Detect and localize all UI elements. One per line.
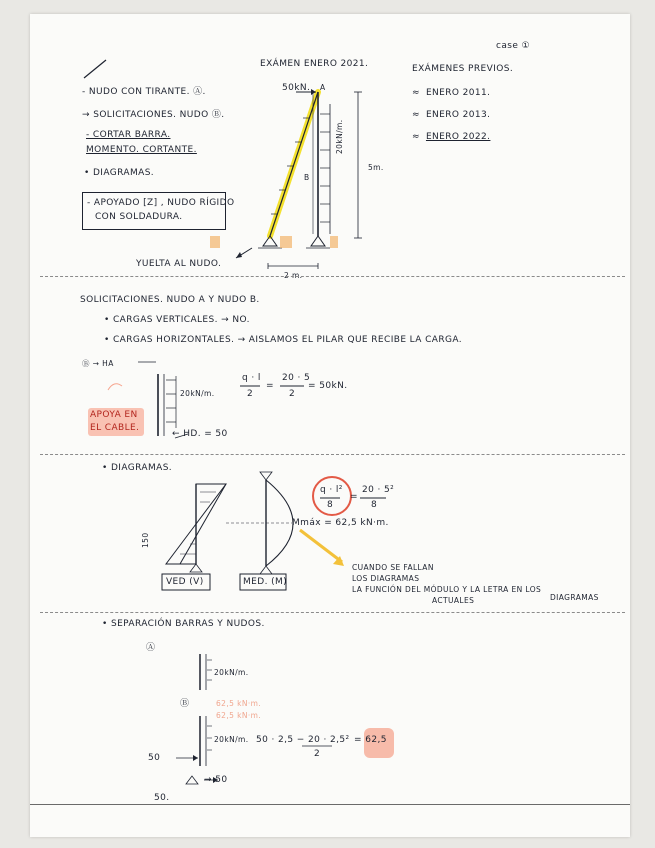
diagram-note-line1: CUANDO SE FALLAN — [352, 563, 434, 572]
node-b-label: B — [304, 173, 310, 182]
section4-formula: 50 · 2,5 − 20 · 2,5² — [256, 735, 350, 745]
diagram-note-line4: ACTUALES — [432, 596, 475, 605]
moment-formula-denominator: 8 — [327, 500, 334, 510]
exam-2011-item: ≈ ENERO 2011. — [412, 88, 491, 98]
section3-title: • DIAGRAMAS. — [102, 463, 173, 473]
bottom-left-value: 50. — [154, 793, 170, 803]
note-item-diagramas: • DIAGRAMAS. — [84, 168, 155, 178]
faint-note-1: 62,5 kN·m. — [216, 699, 262, 708]
formula-result: = 50kN. — [308, 381, 348, 391]
node-a-label: A — [320, 83, 326, 92]
dimension-bottom-label: 2 m. — [284, 271, 303, 280]
section4-result: = 62,5 — [354, 735, 387, 745]
note-item-momento-cortante: MOMENTO. CORTANTE. — [86, 145, 197, 155]
exam-2013-item: ≈ ENERO 2013. — [412, 110, 491, 120]
formula-mid-numerator: 20 · 5 — [282, 373, 311, 383]
apoya-line2: EL CABLE. — [90, 423, 140, 433]
formula-lhs-numerator: q · l — [242, 373, 261, 383]
faint-note-2: 62,5 kN·m. — [216, 711, 262, 720]
note-item-cortar-barra: - CORTAR BARRA. — [86, 130, 171, 140]
turn-note: YUELTA AL NUDO. — [136, 259, 222, 269]
vertical-load-label: 20kN/m. — [335, 119, 344, 154]
exam-2022-item: ≈ ENERO 2022. — [412, 132, 491, 142]
section2-horizontal-loads: • CARGAS HORIZONTALES. → AISLAMOS EL PILAR QUE RECIBE LA CARGA. — [104, 335, 463, 345]
bottom-arrow-label: → 50 — [204, 775, 228, 785]
note-box-line2: CON SOLDADURA. — [95, 212, 183, 222]
bar-b-load-label: 20kN/m. — [214, 735, 249, 744]
mmax-value: Mmáx = 62,5 kN·m. — [292, 518, 389, 528]
formula-equals: = — [266, 381, 274, 391]
bar-b-left-value: 50 — [148, 753, 161, 763]
note-item-tirante: - NUDO CON TIRANTE. Ⓐ. — [82, 87, 206, 97]
shear-diagram-label: VED (V) — [166, 577, 204, 587]
diagram-note-line2: LOS DIAGRAMAS — [352, 574, 420, 583]
hd-value: ← HD. = 50 — [172, 429, 228, 439]
section4-formula-denominator: 2 — [314, 749, 321, 759]
diagram-note-line5: DIAGRAMAS — [550, 593, 599, 602]
section2-node-b-label: Ⓑ → HA — [82, 359, 114, 368]
note-item-solicitaciones: → SOLICITACIONES. NUDO Ⓑ. — [82, 110, 225, 120]
previous-exams-heading: EXÁMENES PREVIOS. — [412, 64, 514, 74]
formula-lhs-denominator: 2 — [247, 389, 254, 399]
separation-figure — [30, 14, 630, 837]
formula-mid-denominator: 2 — [289, 389, 296, 399]
apoya-line1: APOYA EN — [90, 410, 138, 420]
section4-label-b: Ⓑ — [180, 699, 190, 709]
moment-formula-equals: = — [350, 492, 358, 502]
dimension-right-label: 5m. — [368, 163, 384, 172]
shear-bottom-value: 150 — [141, 532, 150, 548]
moment-formula-numerator: q · l² — [320, 485, 343, 495]
moment-rhs-numerator: 20 · 5² — [362, 485, 395, 495]
section2-vertical-loads: • CARGAS VERTICALES. → NO. — [104, 315, 250, 325]
moment-rhs-denominator: 8 — [371, 500, 378, 510]
exam-title: EXÁMEN ENERO 2021. — [260, 59, 369, 69]
case-label: case ① — [496, 41, 531, 51]
section2-title: SOLICITACIONES. NUDO A Y NUDO B. — [80, 295, 260, 305]
top-load-label: 50kN. — [282, 83, 311, 93]
page-bottom-rule — [30, 804, 630, 805]
section2-dist-load-label: 20kN/m. — [180, 389, 215, 398]
moment-diagram-label: MED. (M) — [243, 577, 288, 587]
section4-title: • SEPARACIÓN BARRAS Y NUDOS. — [102, 619, 265, 629]
diagram-note-line3: LA FUNCIÓN DEL MÓDULO Y LA LETRA EN LOS — [352, 585, 542, 594]
bottom-support — [186, 776, 198, 784]
section4-label-a: Ⓐ — [146, 643, 156, 653]
notebook-page — [30, 14, 630, 837]
note-box-line1: - APOYADO [Z] , NUDO RÍGIDO — [87, 198, 235, 208]
bar-a-load-label: 20kN/m. — [214, 668, 249, 677]
